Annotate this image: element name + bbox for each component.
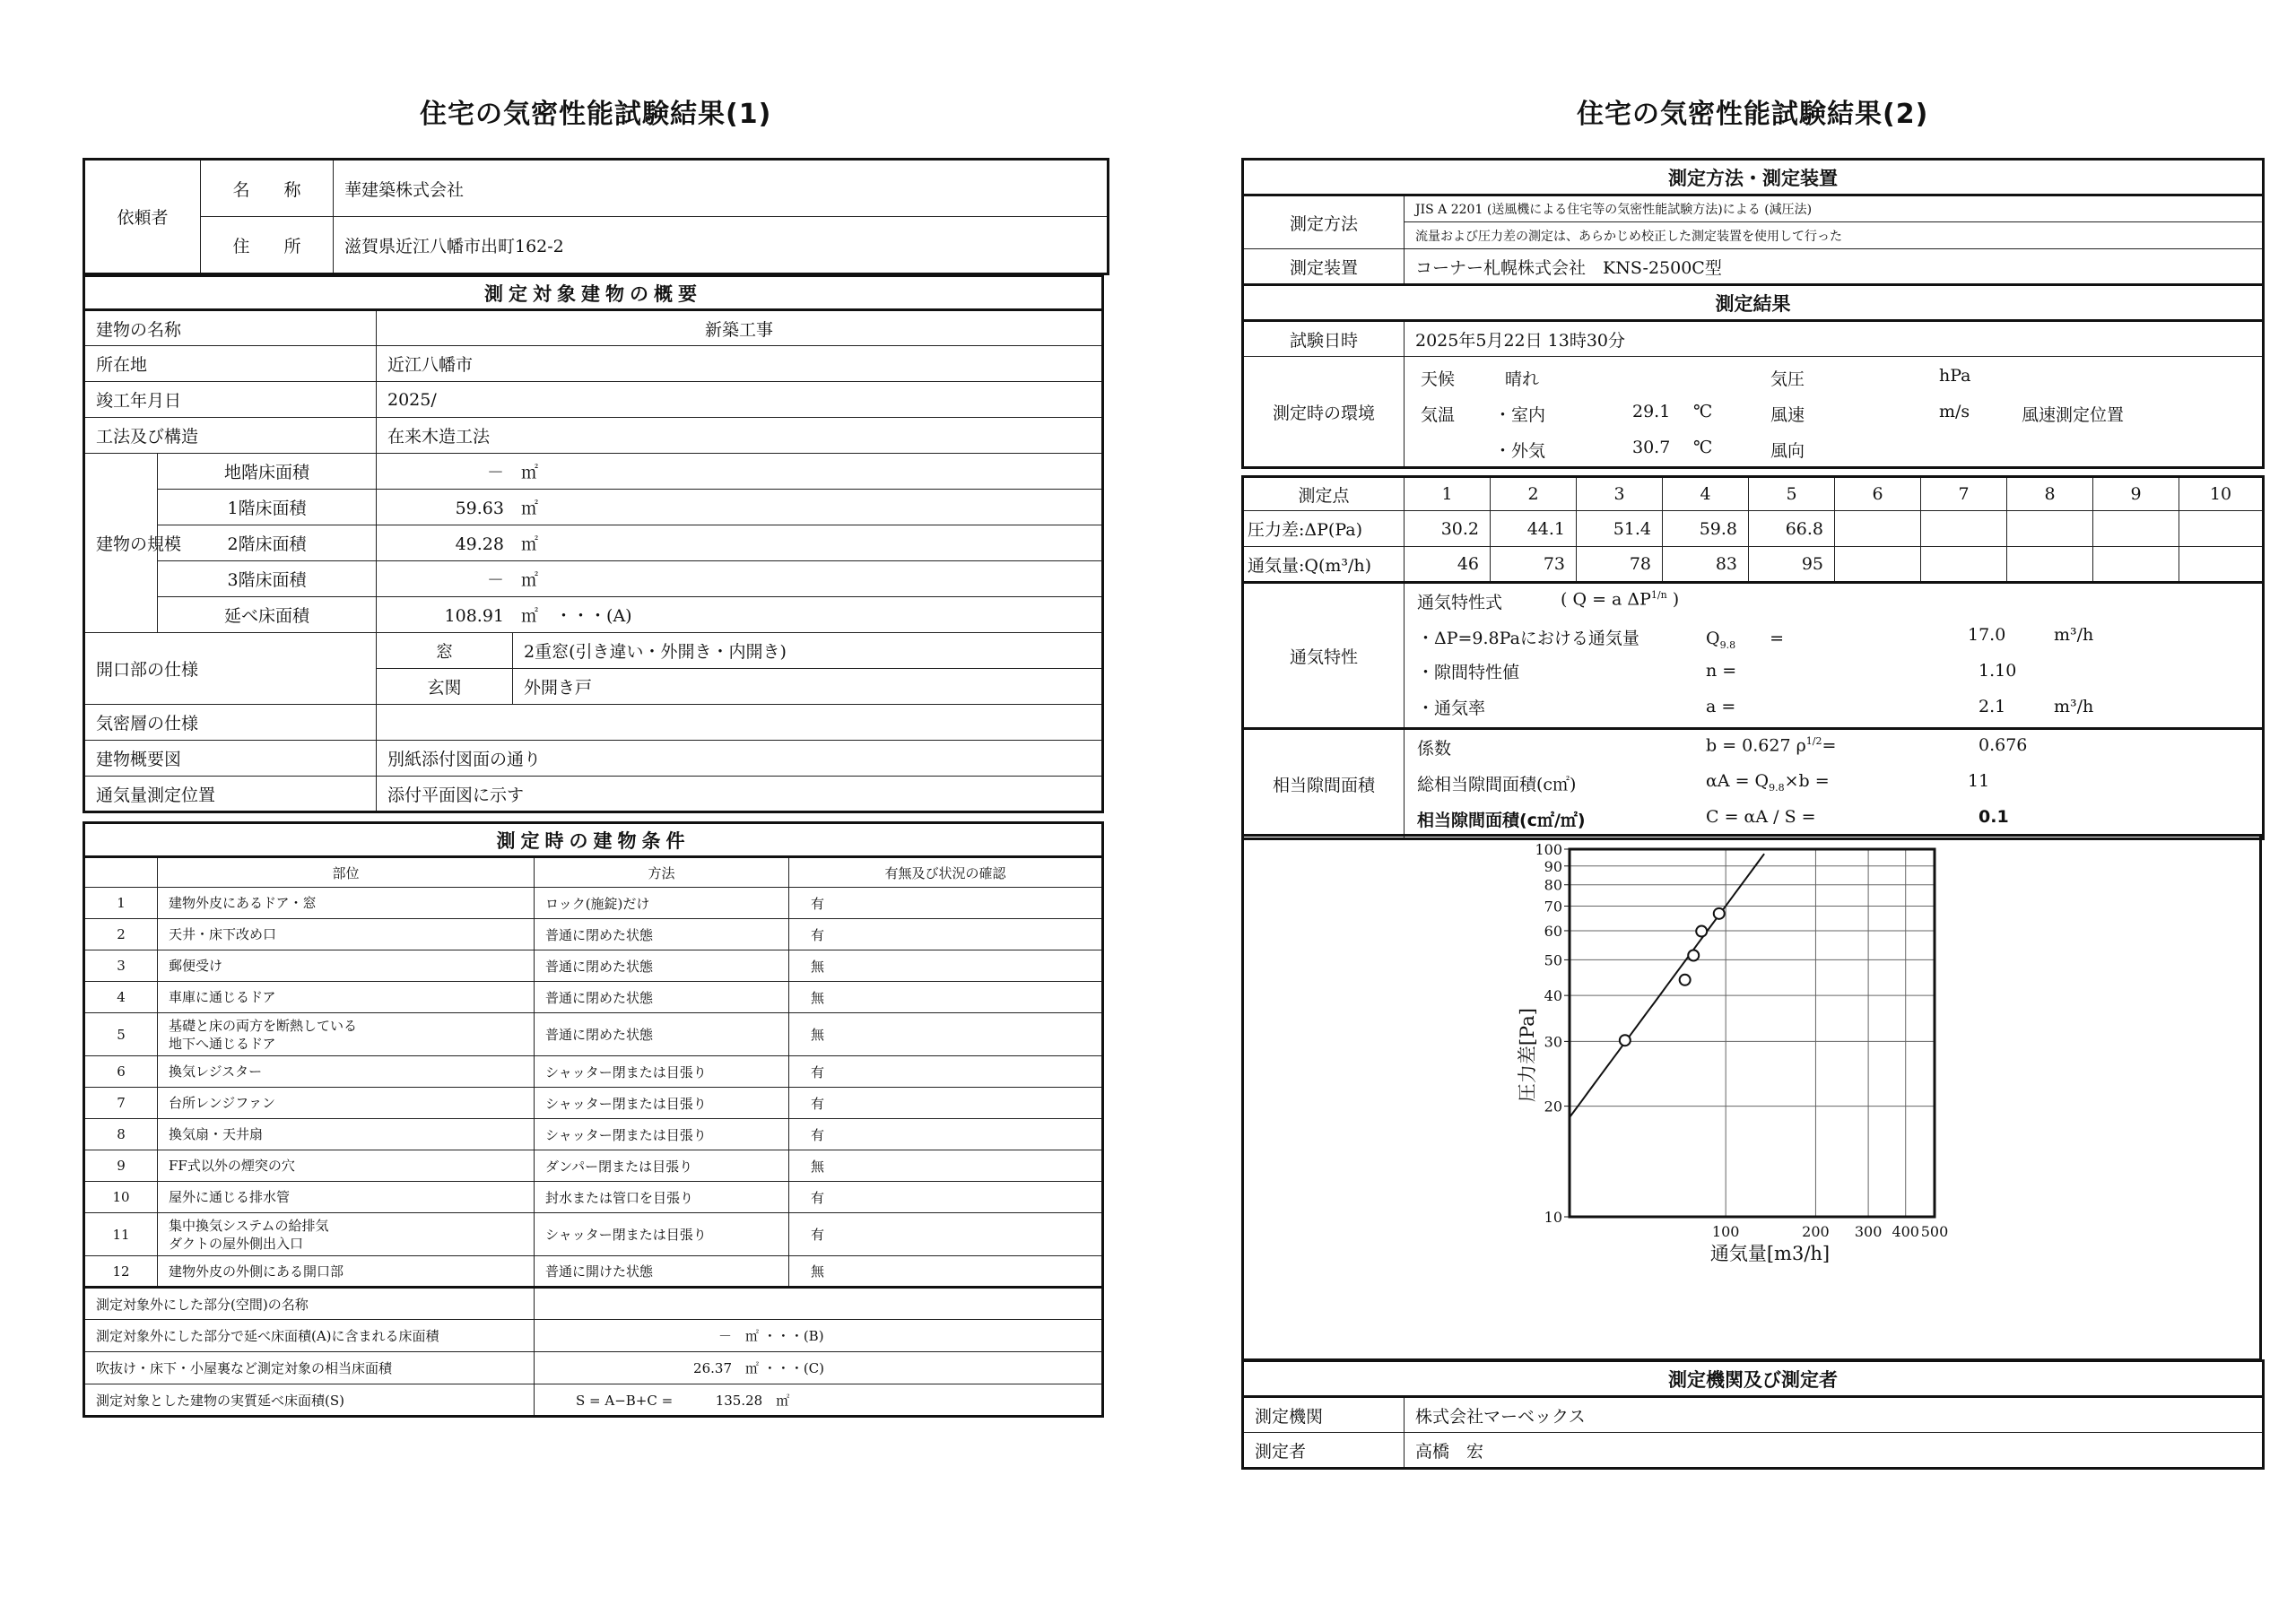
y-tick-label: 60 — [1544, 922, 1562, 940]
y-tick-label: 80 — [1544, 876, 1562, 894]
cond-part-line: 台所レンジファン — [169, 1095, 275, 1111]
dp-value — [2093, 511, 2179, 547]
client-name-label: 名 称 — [201, 160, 334, 217]
pressure-unit: hPa — [1939, 366, 1971, 386]
dp-value: 51.4 — [1577, 511, 1663, 547]
q-value — [2093, 547, 2179, 583]
y-axis-label: 圧力差[Pa] — [1517, 1008, 1538, 1103]
method-line1: JIS A 2201 (送風機による住宅等の気密性能試験方法)による (減圧法) — [1405, 195, 2264, 222]
completed-label: 竣工年月日 — [84, 382, 377, 418]
cond-no: 1 — [84, 888, 158, 919]
dp-value — [2007, 511, 2093, 547]
vent-label: 通気特性 — [1243, 583, 1405, 729]
page2-title: 住宅の気密性能試験結果(2) — [1577, 99, 1929, 130]
total-value: 11 — [1968, 771, 1990, 791]
wind-unit: m/s — [1939, 402, 1970, 421]
data-point — [1620, 1035, 1631, 1046]
device-value: コーナー札幌株式会社 KNS-2500C型 — [1405, 249, 2264, 285]
q-value — [1835, 547, 1921, 583]
coef-label: 係数 — [1417, 739, 1452, 759]
flowpos-value: 添付平面図に示す — [377, 777, 1103, 812]
person-label: 測定者 — [1243, 1433, 1405, 1469]
cond-part-line: 天井・床下改め口 — [169, 926, 277, 942]
table-row — [84, 1013, 1103, 1056]
cond-check: 無 — [789, 1256, 1103, 1288]
cond-method: ダンパー閉または目張り — [535, 1150, 789, 1182]
cond-method: 普通に閉めた状態 — [535, 919, 789, 950]
cond-check: 無 — [789, 950, 1103, 982]
q98-label: ・ΔP=9.8Paにおける通気量 — [1417, 629, 1639, 648]
floor-label: 1階床面積 — [158, 490, 377, 525]
table-row — [84, 1119, 1103, 1150]
cond-method: 普通に閉めた状態 — [535, 982, 789, 1013]
table-row — [84, 1088, 1103, 1119]
page2-table-method — [1241, 158, 2265, 469]
cond-check: 無 — [789, 1013, 1103, 1056]
device-label: 測定装置 — [1243, 249, 1405, 285]
indoor-value: 29.1 — [1632, 402, 1671, 421]
x-tick-label: 200 — [1802, 1223, 1830, 1240]
total-eq: $\alpha A = Q_{9.8}\times b$ = — [1706, 771, 1830, 794]
cond-part — [158, 1013, 535, 1056]
c-label: 相当隙間面積(c㎡/㎡) — [1417, 811, 1586, 830]
dp-value: 59.8 — [1663, 511, 1749, 547]
point-no: 3 — [1577, 477, 1663, 511]
cond-part — [158, 1150, 535, 1182]
a-unit: m³/h — [2054, 697, 2094, 716]
cond-check: 有 — [789, 1056, 1103, 1088]
cond-check: 有 — [789, 888, 1103, 919]
x-tick-label: 100 — [1711, 1223, 1740, 1240]
c-value: 0.1 — [1979, 807, 2009, 827]
n-label: ・隙間特性値 — [1417, 663, 1520, 682]
col-method: 方法 — [535, 857, 789, 888]
cond-no: 7 — [84, 1088, 158, 1119]
data-point — [1696, 926, 1707, 937]
cond-no: 5 — [84, 1013, 158, 1056]
coef-value: 0.676 — [1979, 735, 2028, 755]
exclB-label: 測定対象外にした部分で延べ床面積(A)に含まれる床面積 — [84, 1320, 535, 1352]
cond-part-line: 換気扇・天井扇 — [169, 1126, 264, 1142]
table-row — [84, 1182, 1103, 1213]
dp-value: 44.1 — [1491, 511, 1577, 547]
cond-no: 3 — [84, 950, 158, 982]
weather-label: 天候 — [1421, 369, 1456, 389]
location-label: 所在地 — [84, 346, 377, 382]
door-value: 外開き戸 — [513, 669, 1103, 705]
x-axis-label: 通気量[m3/h] — [1709, 1243, 1831, 1264]
c-eq: C = αA / S = — [1706, 807, 1816, 827]
page2-table-props — [1241, 581, 2265, 840]
exclB-value: － ㎡ ・・・(B) — [535, 1320, 1103, 1352]
q98-value: 17.0 — [1968, 625, 2006, 645]
client-addr: 滋賀県近江八幡市出町162-2 — [334, 217, 1109, 274]
cond-part-line: 地下へ通じるドア — [169, 1035, 276, 1052]
cond-no: 10 — [84, 1182, 158, 1213]
cond-part — [158, 1213, 535, 1256]
pressure-label: 気圧 — [1770, 369, 1805, 389]
table-row — [84, 1056, 1103, 1088]
a-value: 2.1 — [1979, 697, 2006, 716]
client-addr-label: 住 所 — [201, 217, 334, 274]
x-tick-label: 400 — [1892, 1223, 1919, 1240]
cond-part-line: 郵便受け — [169, 958, 223, 974]
agency-label: 測定機関 — [1243, 1397, 1405, 1433]
page1-table-top — [83, 158, 1109, 275]
floor-label: 3階床面積 — [158, 561, 377, 597]
table-row — [84, 1256, 1103, 1288]
floor-label: 地階床面積 — [158, 454, 377, 490]
q-value: 83 — [1663, 547, 1749, 583]
cond-part — [158, 1088, 535, 1119]
temp-unit: ℃ — [1693, 402, 1713, 421]
q-value: 78 — [1577, 547, 1663, 583]
q-value — [2179, 547, 2264, 583]
cond-method: 普通に閉めた状態 — [535, 950, 789, 982]
chart-frame — [1241, 834, 2262, 1361]
floor-label: 2階床面積 — [158, 525, 377, 561]
cond-part — [158, 1256, 535, 1288]
client-name: 華建築株式会社 — [334, 160, 1109, 217]
agency-value: 株式会社マーベックス — [1405, 1397, 2264, 1433]
cond-no: 4 — [84, 982, 158, 1013]
cond-part-line: 換気レジスター — [169, 1063, 263, 1080]
cond-method: 普通に開けた状態 — [535, 1256, 789, 1288]
vent-block — [1405, 583, 2264, 729]
overview-header: 測定対象建物の概要 — [84, 276, 1103, 310]
door-label: 玄関 — [377, 669, 513, 705]
point-no: 10 — [2179, 477, 2264, 511]
point-no: 2 — [1491, 477, 1577, 511]
outdoor-value: 30.7 — [1632, 438, 1671, 457]
table-row — [84, 1213, 1103, 1256]
y-tick-label: 50 — [1544, 951, 1562, 969]
fit-line — [1570, 854, 1764, 1117]
client-label: 依頼者 — [84, 160, 201, 274]
cond-method: ロック(施錠)だけ — [535, 888, 789, 919]
cond-check: 無 — [789, 1150, 1103, 1182]
y-tick-label: 20 — [1544, 1098, 1562, 1115]
data-point — [1680, 975, 1691, 985]
a-label: ・通気率 — [1417, 699, 1486, 718]
areaS-value: S = A−B+C = 135.28 ㎡ — [535, 1384, 1103, 1417]
data-point — [1688, 950, 1699, 961]
cond-no: 11 — [84, 1213, 158, 1256]
point-no: 6 — [1835, 477, 1921, 511]
drawing-value: 別紙添付図面の通り — [377, 741, 1103, 777]
n-value: 1.10 — [1979, 661, 2017, 681]
window-label: 窓 — [377, 633, 513, 669]
weather-value: 晴れ — [1505, 369, 1540, 389]
floor-label: 延べ床面積 — [158, 597, 377, 633]
areaC-value: 26.37 ㎡ ・・・(C) — [535, 1352, 1103, 1384]
drawing-label: 建物概要図 — [84, 741, 377, 777]
cond-part-line: ダクトの屋外側出入口 — [169, 1235, 304, 1252]
agency-header: 測定機関及び測定者 — [1243, 1361, 2264, 1397]
cond-no: 2 — [84, 919, 158, 950]
floor-value: 59.63 ㎡ — [377, 490, 1103, 525]
structure-label: 工法及び構造 — [84, 418, 377, 454]
y-tick-label: 100 — [1535, 841, 1562, 858]
point-no: 1 — [1405, 477, 1491, 511]
temp-unit: ℃ — [1693, 438, 1713, 457]
cond-check: 有 — [789, 1213, 1103, 1256]
dp-value: 66.8 — [1749, 511, 1835, 547]
env-block — [1405, 357, 2264, 468]
y-tick-label: 40 — [1544, 987, 1562, 1005]
table-row — [84, 1150, 1103, 1182]
cond-part — [158, 1056, 535, 1088]
dp-value — [1921, 511, 2007, 547]
cond-no: 12 — [84, 1256, 158, 1288]
formula-label: 通気特性式 — [1417, 593, 1503, 612]
cond-part-line: 建物外皮にあるドア・窓 — [169, 895, 317, 911]
page1-table-conditions — [83, 821, 1104, 1418]
table-row — [84, 919, 1103, 950]
q-value — [1921, 547, 2007, 583]
cond-no: 9 — [84, 1150, 158, 1182]
point-no: 5 — [1749, 477, 1835, 511]
date-value: 2025年5月22日 13時30分 — [1405, 321, 2264, 357]
cond-part — [158, 982, 535, 1013]
cond-part-line: 屋外に通じる排水管 — [169, 1189, 291, 1205]
temp-label: 気温 — [1421, 405, 1456, 425]
excl-value — [535, 1288, 1103, 1320]
cond-method: シャッター閉または目張り — [535, 1213, 789, 1256]
winddir-label: 風向 — [1770, 441, 1805, 461]
flowpos-label: 通気量測定位置 — [84, 777, 377, 812]
cond-part — [158, 919, 535, 950]
point-no: 4 — [1663, 477, 1749, 511]
floor-value: － ㎡ — [377, 561, 1103, 597]
q-label: 通気量:Q(m³/h) — [1243, 547, 1405, 583]
formula: ( Q = a $\Delta P^{1/n}$ ) — [1561, 589, 1680, 610]
points-label: 測定点 — [1243, 477, 1405, 511]
table-row — [84, 982, 1103, 1013]
page2-table-agency — [1241, 1359, 2265, 1470]
airtight-label: 気密層の仕様 — [84, 705, 377, 741]
scale-label: 建物の規模 — [84, 454, 158, 633]
cond-part-line: 集中換気システムの給排気 — [169, 1217, 329, 1234]
col-part: 部位 — [158, 857, 535, 888]
building-name-label: 建物の名称 — [84, 310, 377, 346]
conditions-header: 測定時の建物条件 — [84, 823, 1103, 857]
y-tick-label: 70 — [1544, 898, 1562, 916]
plot-frame — [1570, 849, 1935, 1217]
cond-no: 8 — [84, 1119, 158, 1150]
pressure-flow-chart — [1244, 837, 2259, 1358]
page2-table-points — [1241, 475, 2265, 584]
cond-no: 6 — [84, 1056, 158, 1088]
cond-check: 有 — [789, 1088, 1103, 1119]
method-line2: 流量および圧力差の測定は、あらかじめ校正した測定装置を使用して行った — [1405, 222, 2264, 249]
excl-label: 測定対象外にした部分(空間)の名称 — [84, 1288, 535, 1320]
cond-part — [158, 950, 535, 982]
point-no: 9 — [2093, 477, 2179, 511]
cond-method: シャッター閉または目張り — [535, 1088, 789, 1119]
cond-method: 普通に閉めた状態 — [535, 1013, 789, 1056]
areaS-label: 測定対象とした建物の実質延べ床面積(S) — [84, 1384, 535, 1417]
x-tick-label: 500 — [1920, 1223, 1949, 1240]
cond-part-line: 建物外皮の外側にある開口部 — [169, 1263, 344, 1280]
q-value — [2007, 547, 2093, 583]
cond-part — [158, 1182, 535, 1213]
y-tick-label: 10 — [1544, 1209, 1562, 1226]
indoor-label: ・室内 — [1494, 405, 1546, 425]
cond-part — [158, 888, 535, 919]
floor-value: 49.28 ㎡ — [377, 525, 1103, 561]
cond-method: シャッター閉または目張り — [535, 1056, 789, 1088]
dp-value — [2179, 511, 2264, 547]
cond-check: 無 — [789, 982, 1103, 1013]
point-no: 7 — [1921, 477, 2007, 511]
method-header: 測定方法・測定装置 — [1243, 160, 2264, 195]
total-label: 総相当隙間面積(c㎡) — [1417, 775, 1577, 794]
opening-label: 開口部の仕様 — [84, 633, 377, 705]
y-tick-label: 90 — [1544, 857, 1562, 875]
q-value: 95 — [1749, 547, 1835, 583]
y-tick-label: 30 — [1544, 1033, 1562, 1051]
building-name: 新築工事 — [377, 310, 1103, 346]
floor-value: 108.91 ㎡ ・・・(A) — [377, 597, 1103, 633]
cond-method: 封水または管口を目張り — [535, 1182, 789, 1213]
result-header: 測定結果 — [1243, 285, 2264, 321]
dp-value: 30.2 — [1405, 511, 1491, 547]
floor-value: － ㎡ — [377, 454, 1103, 490]
page1-title: 住宅の気密性能試験結果(1) — [420, 99, 772, 130]
method-label: 測定方法 — [1243, 195, 1405, 249]
page1-table-overview — [83, 274, 1104, 813]
x-tick-label: 300 — [1854, 1223, 1883, 1240]
structure: 在来木造工法 — [377, 418, 1103, 454]
q98-unit: m³/h — [2054, 625, 2094, 645]
cond-part-line: FF式以外の煙突の穴 — [169, 1158, 295, 1174]
env-label: 測定時の環境 — [1243, 357, 1405, 468]
a-eq: a = — [1706, 697, 1736, 716]
outdoor-label: ・外気 — [1494, 441, 1546, 461]
cond-part — [158, 1119, 535, 1150]
wind-label: 風速 — [1770, 405, 1805, 425]
person-value: 高橋 宏 — [1405, 1433, 2264, 1469]
n-eq: n = — [1706, 661, 1737, 681]
window-value: 2重窓(引き違い・外開き・内開き) — [513, 633, 1103, 669]
cond-part-line: 車庫に通じるドア — [169, 989, 276, 1005]
col-check: 有無及び状況の確認 — [789, 857, 1103, 888]
table-row — [84, 950, 1103, 982]
cond-check: 有 — [789, 1182, 1103, 1213]
gap-label: 相当隙間面積 — [1243, 729, 1405, 839]
q98-symbol: $Q_{9.8}$ = — [1706, 629, 1785, 651]
completed: 2025/ — [377, 382, 1103, 418]
cond-check: 有 — [789, 919, 1103, 950]
point-no: 8 — [2007, 477, 2093, 511]
q-value: 46 — [1405, 547, 1491, 583]
cond-check: 有 — [789, 1119, 1103, 1150]
gap-block — [1405, 729, 2264, 839]
date-label: 試験日時 — [1243, 321, 1405, 357]
cond-part-line: 基礎と床の両方を断熱している — [169, 1017, 358, 1034]
cond-method: シャッター閉または目張り — [535, 1119, 789, 1150]
table-row — [84, 888, 1103, 919]
dp-value — [1835, 511, 1921, 547]
data-point — [1714, 908, 1725, 919]
windpos-label: 風速測定位置 — [2022, 405, 2125, 425]
location: 近江八幡市 — [377, 346, 1103, 382]
coef-eq: b = 0.627 $\rho^{1/2}=$ — [1706, 735, 1837, 756]
dp-label: 圧力差:ΔP(Pa) — [1243, 511, 1405, 547]
q-value: 73 — [1491, 547, 1577, 583]
areaC-label: 吹抜け・床下・小屋裏など測定対象の相当床面積 — [84, 1352, 535, 1384]
airtight-value — [377, 705, 1103, 741]
